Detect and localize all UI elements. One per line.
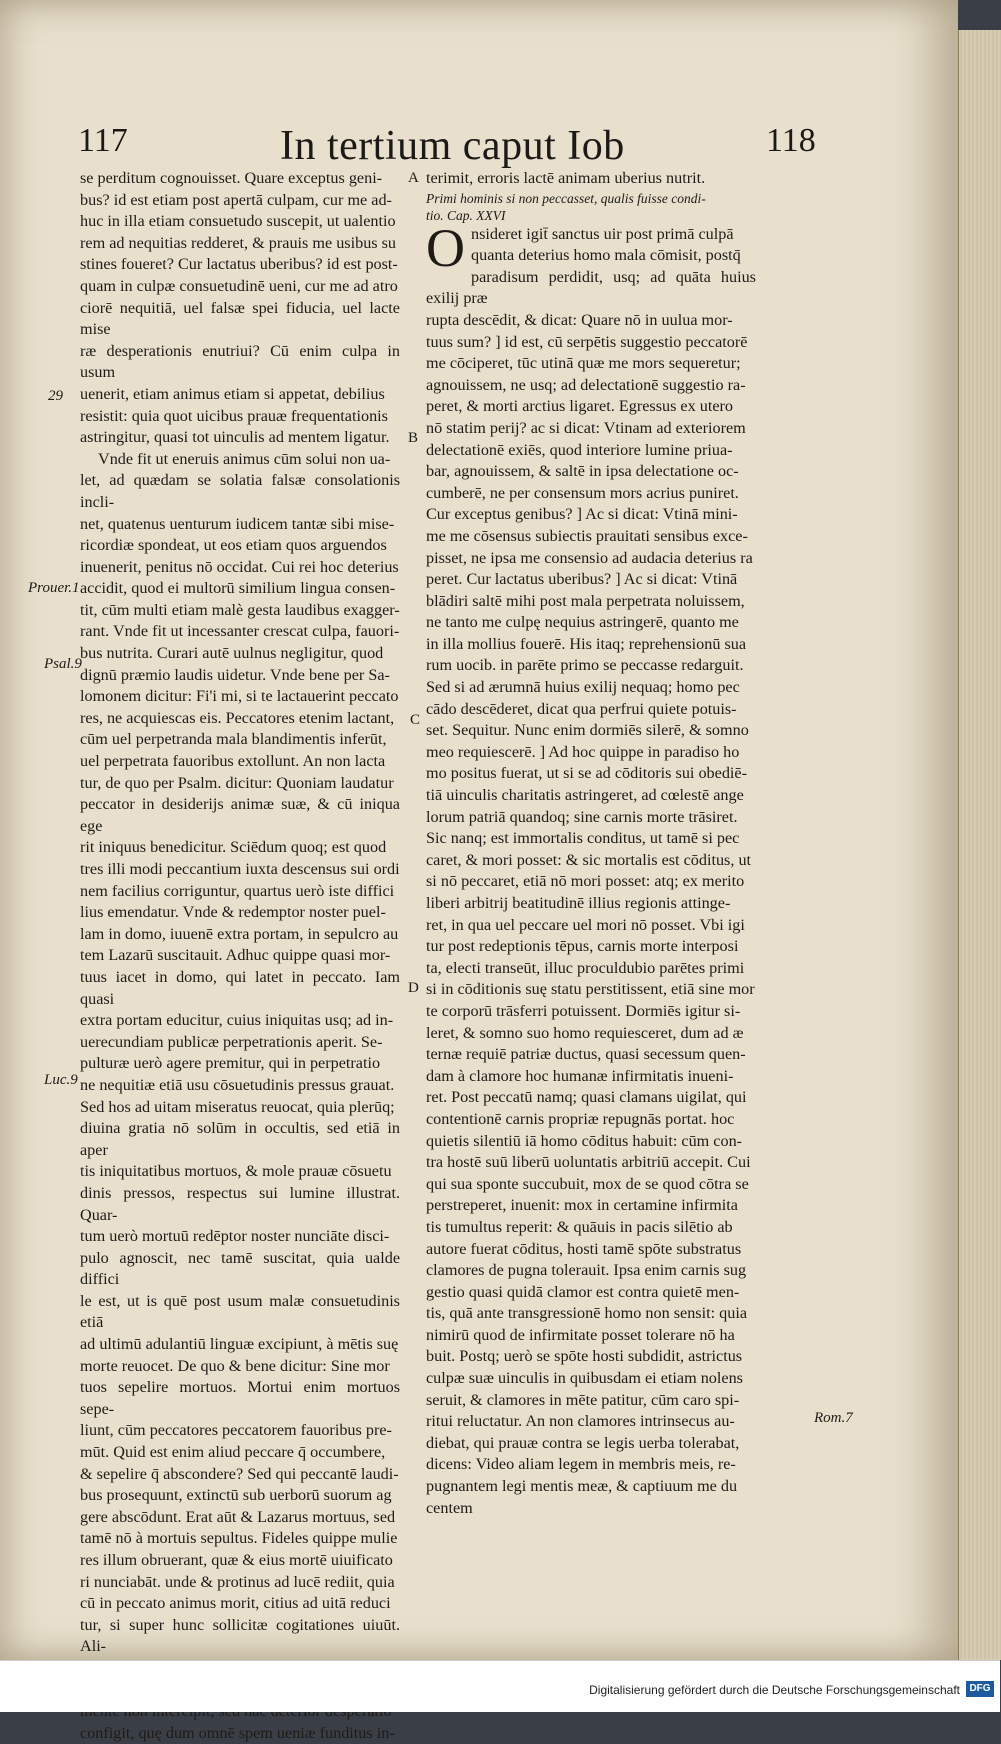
folio-right: 118 (766, 122, 816, 159)
section-mark-a: A (408, 170, 419, 186)
footer-bar (0, 1660, 1000, 1712)
book-page-edges (958, 30, 1001, 1660)
running-head (0, 122, 958, 172)
right-paragraph-1: Onsideret igit̄ sanctus uir post primā culpā quanta deterius homo mala cōmisit, postq̄ paradisum perdidit, usq; ad quāta huius exilij præ rupta descēdit, & dicat: Quare nō in uulua mor- tuus sum? ] id est, cū serpētis suggestio peccatorē me cōciperet, tūc utinā quæ me mors sequeretur; agnouissem, ne usq; ad delectationē suggestio ra- peret, & morti arctius ligaret. Egressus ex utero nō statim perij? ac si dicat: Vtinam ad exteriorem delectationē exiēs, quod interiore lumine priua- bar, agnouissem, & saltē in ipsa delectatione oc- cumberē, ne per consensum mors acrius puniret. Cur exceptus genibus? ] Ac si dicat: Vtinā mini- me me cōsensus subiectis prauitati sensibus exce- pisset, ne ipsa me consensio ad audacia deterius ra peret. Cur lactatus uberibus? ] Ac si dicat: Vtinā blādiri saltē mihi post mala perpetrata noluissem, ne tanto me culpę nequius astringerē, quanto me in illa mollius fouerē. His itaq; reprehensionū sua rum uocib. in parēte primo se peccasse redarguit. Sed si ad ærumnā huius exilij nequaq; homo pec cādo descēderet, dicat qua perfrui quiete potuis- set. Sequitur. Nunc enim dormiēs silerē, & somno meo requiescerē. ] Ad hoc quippe in paradiso ho mo positus fuerat, ut si se ad cōditoris sui obediē- tiā uinculis charitatis astringeret, ad cœlestē ange lorum patriā quandoq; sine carnis morte trāsiret. Sic nanq; est immortalis conditus, ut tamē si pec caret, & mori posset: & sic mortalis est cōditus, ut si nō peccaret, etiā nō mori posset: atq; ex merito liberi arbitrij beatitudinē illius regionis attinge- ret, in qua uel peccare uel mori nō posset. Vbi igi tur post redeptionis tēpus, carnis morte interposi ta, electi transeūt, illuc proculdubio parētes primi si in cōditionis suę statu perstitissent, etiā sine mor te corporū trāsferri potuissent. Dormiēs igitur si- leret, & somno suo homo requiesceret, dum ad æ ternæ requiē patriæ ductus, quasi secessum quen- dam à clamore hoc humanæ infirmitatis inueni- ret. Post peccatū namq; quasi clamans uigilat, qui contentionē carnis propriæ repugnās portat. hoc quietis silentiū iā homo cōditus habuit: cūm con- tra hostē suū liberū uoluntatis arbitriū accepit. Cui qui sua sponte succubuit, mox de se quod cōtra se perstreperet, inuenit: mox in certamine infirmita tis tumultus reperit: & quāuis in pacis silētio ab autore fuerat cōditus, hosti tamē spōte substratus clamores de pugna tolerauit. Ipsa enim carnis sug gestio quasi quidā clamor est contra quietē men- tis, quā ante transgressionē homo non sensit: quia nimirū quod de infirmitate posset tolerare nō ha buit. Postq; uerò se spōte hosti subdidit, astrictus culpæ suæ uinculis in quibusdam ei etiam nolens seruit, & clamores in mēte patitur, cūm caro spi- ritui reluctatur. An non clamores intrinsecus au- diebat, qui prauæ contra se legis uerba tolerabat, dicens: Video aliam legem in membris meis, re- pugnantem legi mentis meæ, & captiuum me du centem (426, 217, 756, 1517)
section-mark-d: D (408, 980, 419, 996)
dfg-logo: DFG (966, 1681, 994, 1697)
left-column (80, 168, 400, 1744)
page-title: In tertium caput Iob (280, 123, 625, 169)
left-paragraph-1: se perditum cognouisset. Quare exceptus geni- bus? id est etiam post apertā culpam, cur me ad- huc in illa etiam consuetudo suscepit, ut ualentio rem ad nequitias redderet, & prauis me usibus su stines foueret? Cur lactatus uberibus? id est post- quam in culpæ consuetudinē ueni, cur me ad atro ciorē nequitiā, uel falsæ spei fiducia, uel lacte mise ræ desperationis enutriui? Cū enim culpa in usum uenerit, etiam animus etiam si appetat, debilius resistit: quia quot uicibus prauæ frequentationis astringitur, quasi tot uinculis ad mentem ligatur. (80, 169, 400, 447)
right-column (426, 168, 756, 1519)
margin-number-29: 29 (48, 388, 63, 404)
folio-left: 117 (78, 122, 128, 159)
right-first-line: terimit, erroris lactē animam uberius nutrit. (426, 169, 706, 187)
margin-note-luc: Luc.9 (44, 1072, 78, 1088)
section-mark-b: B (408, 430, 419, 446)
funding-credit: Digitalisierung gefördert durch die Deutsche Forschungsgemeinschaft (589, 1683, 960, 1697)
margin-note-psal: Psal.9 (44, 656, 82, 672)
left-paragraph-2: Vnde fit ut eneruis animus cūm solui non ua- let, ad quædam se solatia falsæ consolationis incli- net, quatenus uenturum iudicem tantæ sibi mise- ricordiæ spondeat, ut eos etiam quos arguendos inuenerit, penitus nō occidat. Cui rei hoc deterius accidit, quod ei multorū similium lingua consen- tit, cūm multi etiam malè gesta laudibus exagger- rant. Vnde fit ut incessanter crescat culpa, fauori- bus nutrita. Curari autē uulnus negligitur, quod dignū præmio laudis uidetur. Vnde bene per Sa- lomonem dicitur: Fi'i mi, si te lactauerint peccato res, ne acquiescas eis. Peccatores etenim lactant, cūm uel perpetranda mala blandimentis inferūt, uel perpetrata fauoribus extollunt. An non lacta tur, de quo per Psalm. dicitur: Quoniam laudatur peccator in desiderijs animæ suæ, & cū iniqua ege rit iniquus benedicitur. Sciēdum quoq; est quod tres illi modi peccantium iuxta descensus sui ordi nem facilius corriguntur, quartus uerò iste diffici lius emendatur. Vnde & redemptor noster puel- lam in domo, iuuenē extra portam, in sepulcro au tem Lazarū suscitauit. Adhuc quippe quasi mor- tuus iacet in domo, qui latet in peccato. Iam quasi extra portam educitur, cuius iniquitas usq; ad in- uerecundiam publicæ perpetrationis aperit. Se- pulturæ uerò agere premitur, qui in perpetratio ne nequitiæ etiā usu cōsuetudinis pressus grauat. Sed hos ad uitam miseratus reuocat, quia plerūq; diuina gratia nō solūm in occultis, sed etiā in aper tis iniquitatibus mortuos, & mole prauæ cōsuetu dinis pressos, respectus sui lumine illustrat. Quar- tum uerò mortuū redēptor noster nunciāte disci- pulo agnoscit, nec tamē suscitat, quia ualde diffici le est, ut is quē post usum malæ consuetudinis etiā ad ultimū adulantiū linguæ excipiunt, à mētis suę morte reuocet. De quo & bene dicitur: Sine mor tuos sepelire mortuos. Mortui enim mortuos sepe- liunt, cūm peccatores peccatorem fauoribus pre- mūt. Quid est enim aliud peccare q̄ occumbere, & sepelire q̄ abscondere? Sed qui peccantē laudi- bus prosequunt, extinctū sub uerborū suorum ag gere abscōdunt. Erat aūt & Lazarus mortuus, sed tamē nō à mortuis sepultus. Fideles quippe mulie res illum obruerant, quæ & eius mortē uiuificato ri nunciabāt. unde & protinus ad lucē rediit, quia cū in peccato animus morit, citius ad uitā reduci tur, si super hunc sollicitæ cogitationes uiuūt. Ali- configit, quę dum omnē spem ueniæ funditus in- (80, 449, 400, 1742)
chapter-heading: Primi hominis si non peccasset, qualis fuisse condi- tio. Cap. XXVI (426, 190, 706, 223)
margin-note-rom: Rom.7 (814, 1410, 853, 1426)
section-mark-c: C (410, 712, 421, 728)
margin-note-prouer: Prouer.1 (28, 580, 80, 596)
